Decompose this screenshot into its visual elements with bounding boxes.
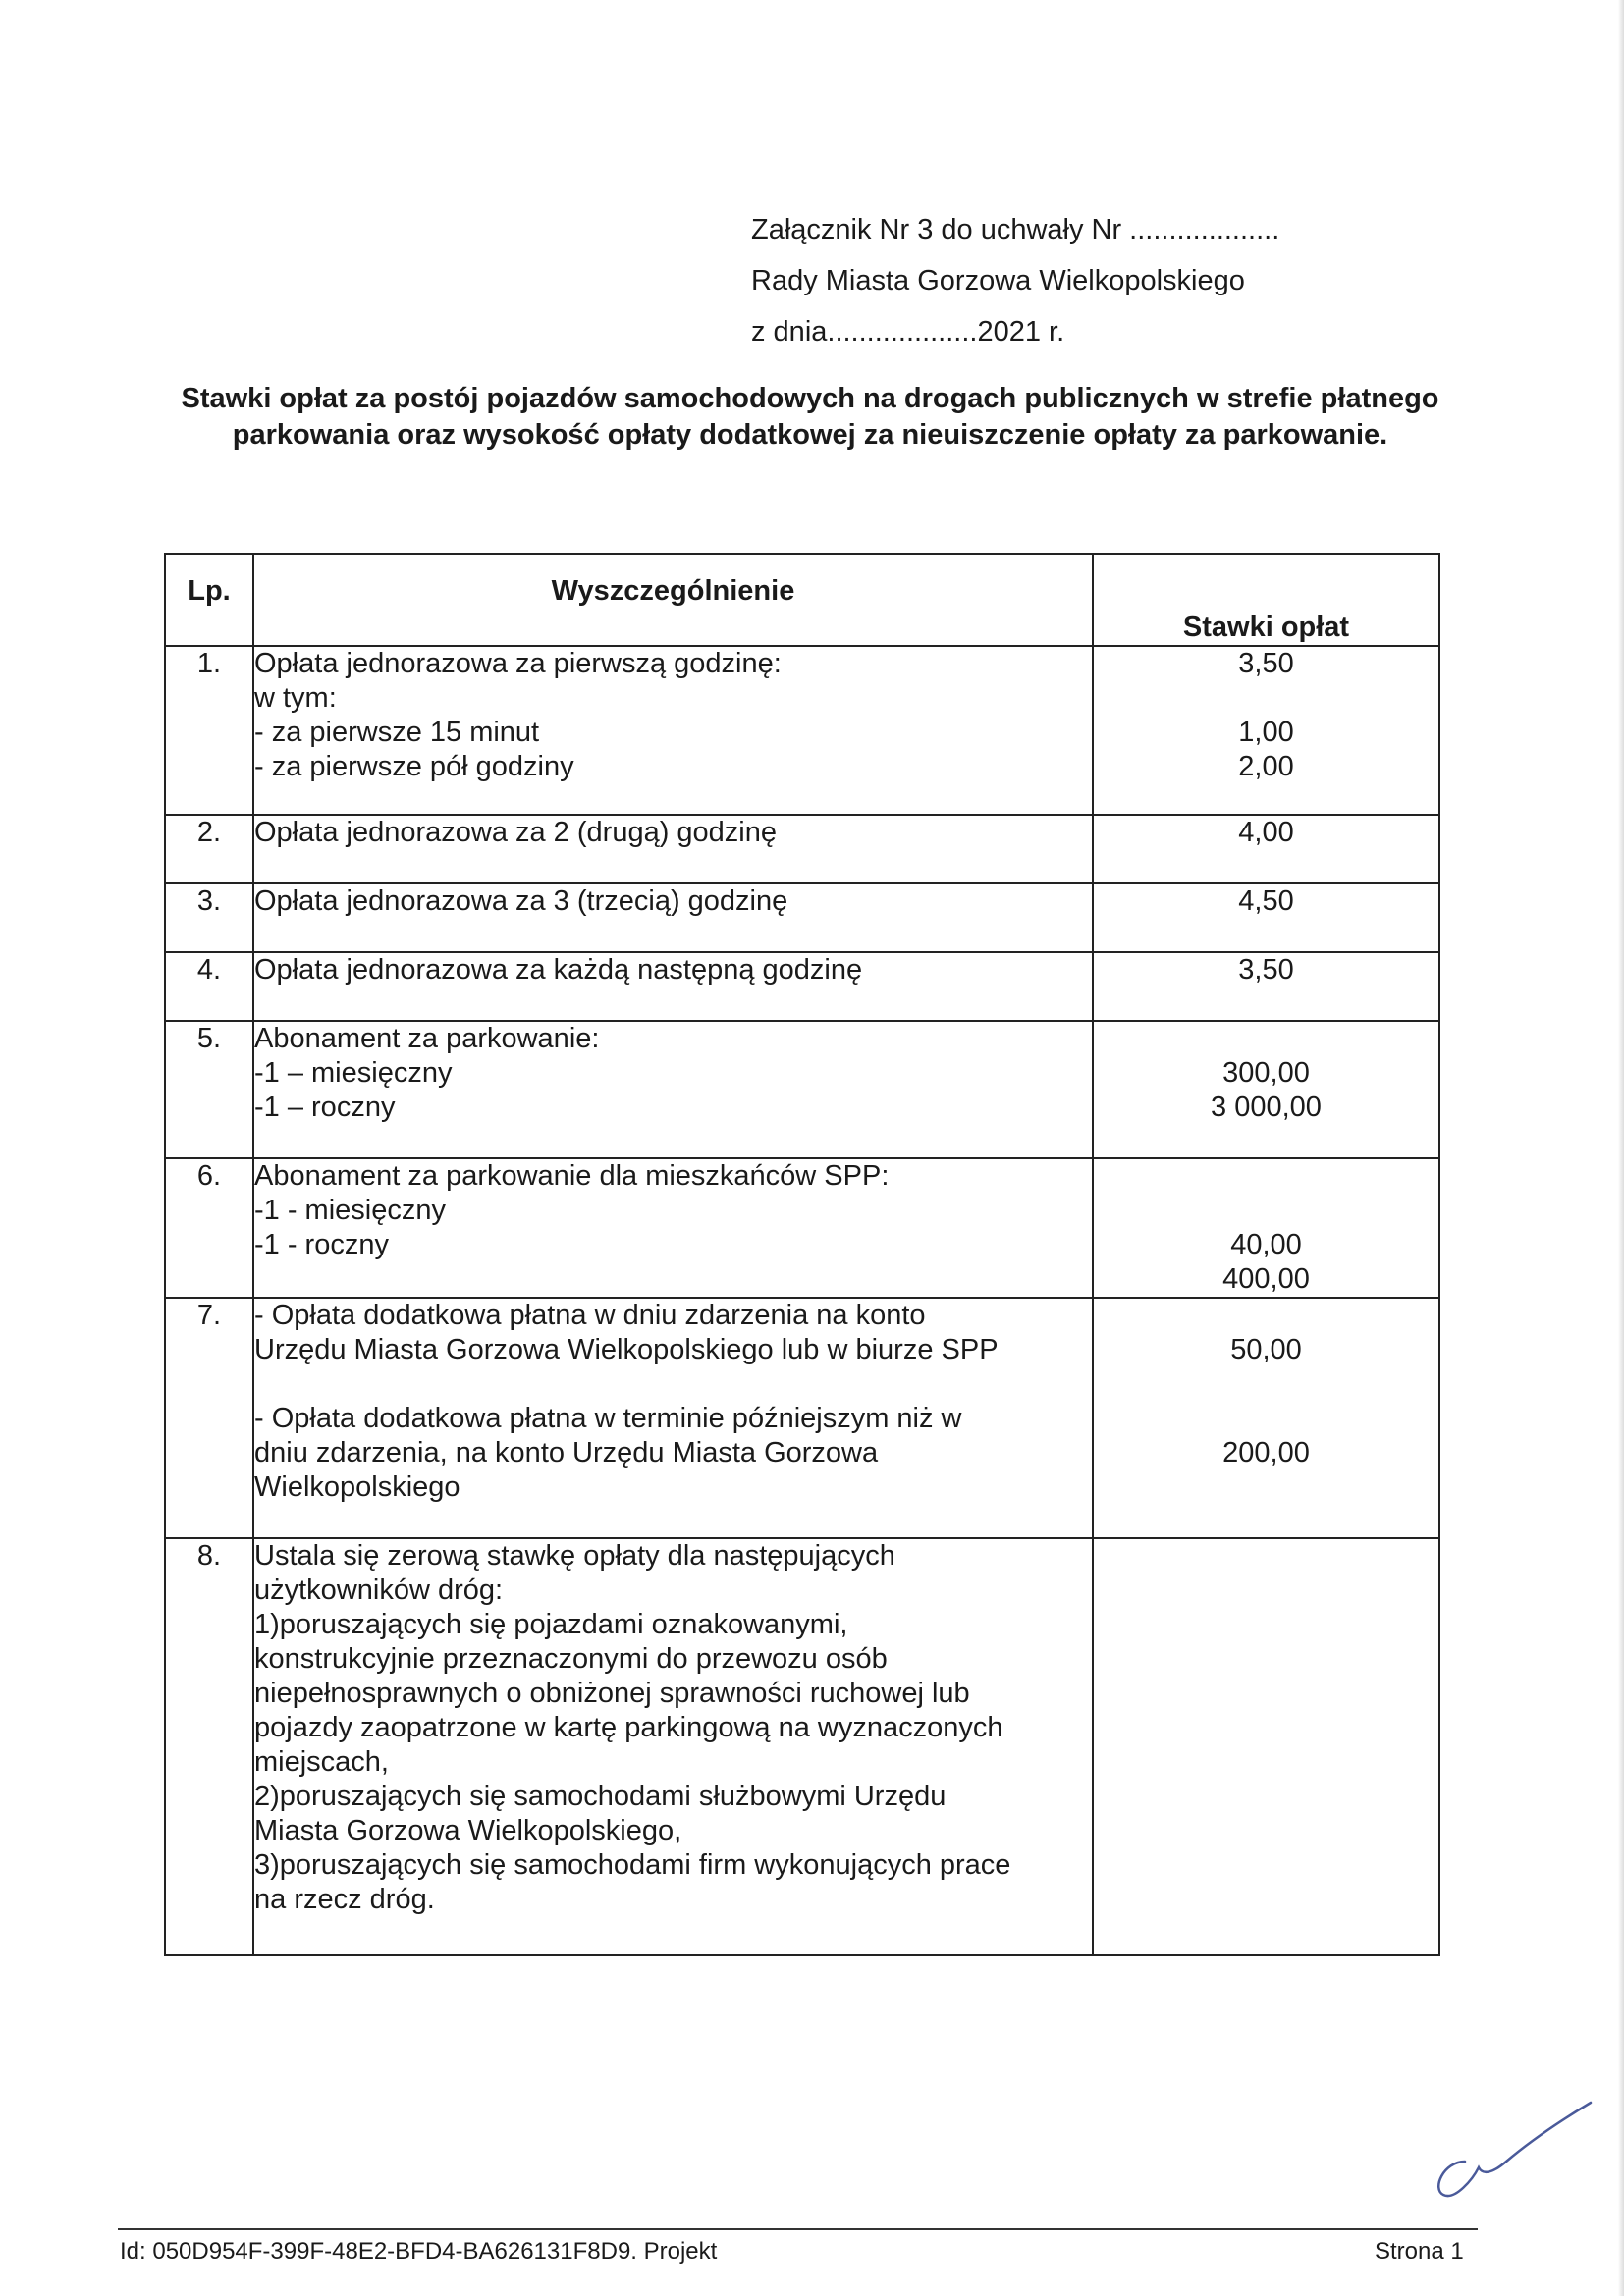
description-line: niepełnosprawnych o obniżonej sprawności ruchowej lub bbox=[254, 1678, 970, 1709]
description-line: - za pierwsze 15 minut bbox=[254, 717, 540, 748]
row-rate bbox=[1093, 815, 1439, 883]
rate-value bbox=[1094, 681, 1438, 716]
description-line: Wielkopolskiego bbox=[254, 1471, 460, 1503]
description-line: dniu zdarzenia, na konto Urzędu Miasta Gorzowa bbox=[254, 1437, 879, 1468]
rate-value: 50,00 bbox=[1230, 1334, 1302, 1365]
row-number: 4. bbox=[165, 952, 253, 1021]
column-header-rate: Stawki opłat bbox=[1093, 554, 1439, 646]
table-row bbox=[165, 1538, 1439, 1955]
rate-value: 3 000,00 bbox=[1211, 1092, 1322, 1123]
document-title: Stawki opłat za postój pojazdów samochodowych na drogach publicznych w strefie płatnego parkowania oraz wysokość opłaty dodatkowej za nieuiszczenie opłaty za parkowanie. bbox=[181, 383, 1439, 451]
page-edge-shadow bbox=[1618, 0, 1624, 2296]
row-number: 5. bbox=[165, 1021, 253, 1158]
row-description bbox=[253, 1021, 1093, 1158]
row-description bbox=[253, 1538, 1093, 1955]
description-line: pojazdy zaopatrzone w kartę parkingową na wyznaczonych bbox=[254, 1712, 1003, 1743]
rate-value bbox=[1094, 1402, 1438, 1436]
rate-value: 40,00 bbox=[1230, 1229, 1302, 1260]
column-header-lp: Lp. bbox=[165, 554, 253, 646]
description-line: -1 – roczny bbox=[254, 1092, 396, 1123]
description-line: 2)poruszających się samochodami służbowymi Urzędu bbox=[254, 1781, 947, 1812]
row-rate bbox=[1093, 1021, 1439, 1158]
description-line: -1 - roczny bbox=[254, 1229, 389, 1260]
description-line: miejscach, bbox=[254, 1746, 389, 1778]
row-rate bbox=[1093, 1158, 1439, 1298]
rate-value: 4,50 bbox=[1238, 885, 1294, 917]
description-line: - za pierwsze pół godziny bbox=[254, 751, 574, 782]
description-line bbox=[254, 1367, 1092, 1402]
rate-value: 4,00 bbox=[1238, 817, 1294, 848]
row-number: 2. bbox=[165, 815, 253, 883]
description-line: Abonament za parkowanie dla mieszkańców SPP: bbox=[254, 1160, 890, 1192]
rate-value: 400,00 bbox=[1222, 1263, 1310, 1295]
description-line: Ustala się zerową stawkę opłaty dla następujących bbox=[254, 1540, 895, 1572]
row-number: 1. bbox=[165, 646, 253, 815]
row-description bbox=[253, 1298, 1093, 1538]
row-rate bbox=[1093, 646, 1439, 815]
rate-value: 300,00 bbox=[1222, 1057, 1310, 1089]
table-header-row bbox=[165, 554, 1439, 646]
description-line: 3)poruszających się samochodami firm wykonujących prace bbox=[254, 1849, 1011, 1881]
attachment-number: Załącznik Nr 3 do uchwały Nr ................... bbox=[751, 214, 1280, 245]
description-line: Opłata jednorazowa za każdą następną godzinę bbox=[254, 954, 863, 986]
row-rate bbox=[1093, 1538, 1439, 1955]
rate-value: 2,00 bbox=[1238, 751, 1294, 782]
description-line: - Opłata dodatkowa płatna w terminie późniejszym niż w bbox=[254, 1403, 962, 1434]
description-line: Opłata jednorazowa za pierwszą godzinę: bbox=[254, 648, 782, 679]
table-row bbox=[165, 1021, 1439, 1158]
description-line: -1 - miesięczny bbox=[254, 1195, 446, 1226]
table-row bbox=[165, 815, 1439, 883]
rate-value bbox=[1094, 1159, 1438, 1194]
rate-value: 3,50 bbox=[1238, 648, 1294, 679]
row-rate bbox=[1093, 1298, 1439, 1538]
row-number: 8. bbox=[165, 1538, 253, 1955]
table-row bbox=[165, 646, 1439, 815]
rate-value: 1,00 bbox=[1238, 717, 1294, 748]
attachment-header bbox=[751, 204, 1279, 357]
row-rate bbox=[1093, 952, 1439, 1021]
row-number: 6. bbox=[165, 1158, 253, 1298]
row-description bbox=[253, 883, 1093, 952]
description-line: Miasta Gorzowa Wielkopolskiego, bbox=[254, 1815, 682, 1846]
resolution-date: z dnia...................2021 r. bbox=[751, 316, 1065, 347]
description-line: w tym: bbox=[254, 682, 337, 714]
description-line: użytkowników dróg: bbox=[254, 1575, 504, 1606]
rate-value: 200,00 bbox=[1222, 1437, 1310, 1468]
description-line: - Opłata dodatkowa płatna w dniu zdarzenia na konto bbox=[254, 1300, 926, 1331]
table-row bbox=[165, 1158, 1439, 1298]
row-number: 7. bbox=[165, 1298, 253, 1538]
column-header-description: Wyszczególnienie bbox=[253, 554, 1093, 646]
description-line: na rzecz dróg. bbox=[254, 1884, 435, 1915]
table-row bbox=[165, 1298, 1439, 1538]
table-row bbox=[165, 883, 1439, 952]
rates-table bbox=[164, 553, 1440, 1956]
row-description bbox=[253, 952, 1093, 1021]
row-description bbox=[253, 646, 1093, 815]
rate-value bbox=[1094, 1194, 1438, 1228]
council-name: Rady Miasta Gorzowa Wielkopolskiego bbox=[751, 265, 1245, 296]
rate-value bbox=[1094, 1367, 1438, 1402]
footer-divider bbox=[118, 2228, 1478, 2230]
row-description bbox=[253, 1158, 1093, 1298]
row-number: 3. bbox=[165, 883, 253, 952]
description-line: Opłata jednorazowa za 3 (trzecią) godzinę bbox=[254, 885, 788, 917]
description-line: Opłata jednorazowa za 2 (drugą) godzinę bbox=[254, 817, 777, 848]
table-row bbox=[165, 952, 1439, 1021]
handwritten-signature bbox=[1404, 2101, 1600, 2218]
rate-value bbox=[1094, 1022, 1438, 1056]
rate-value bbox=[1094, 1299, 1438, 1333]
page-number: Strona 1 bbox=[1375, 2238, 1464, 2265]
row-rate bbox=[1093, 883, 1439, 952]
description-line: -1 – miesięczny bbox=[254, 1057, 453, 1089]
document-id: Id: 050D954F-399F-48E2-BFD4-BA626131F8D9. Projekt bbox=[120, 2238, 718, 2265]
description-line: konstrukcyjnie przeznaczonymi do przewozu osób bbox=[254, 1643, 888, 1675]
description-line: Urzędu Miasta Gorzowa Wielkopolskiego lub w biurze SPP bbox=[254, 1334, 999, 1365]
rate-value: 3,50 bbox=[1238, 954, 1294, 986]
description-line: Abonament za parkowanie: bbox=[254, 1023, 600, 1054]
row-description bbox=[253, 815, 1093, 883]
description-line: 1)poruszających się pojazdami oznakowanymi, bbox=[254, 1609, 848, 1640]
